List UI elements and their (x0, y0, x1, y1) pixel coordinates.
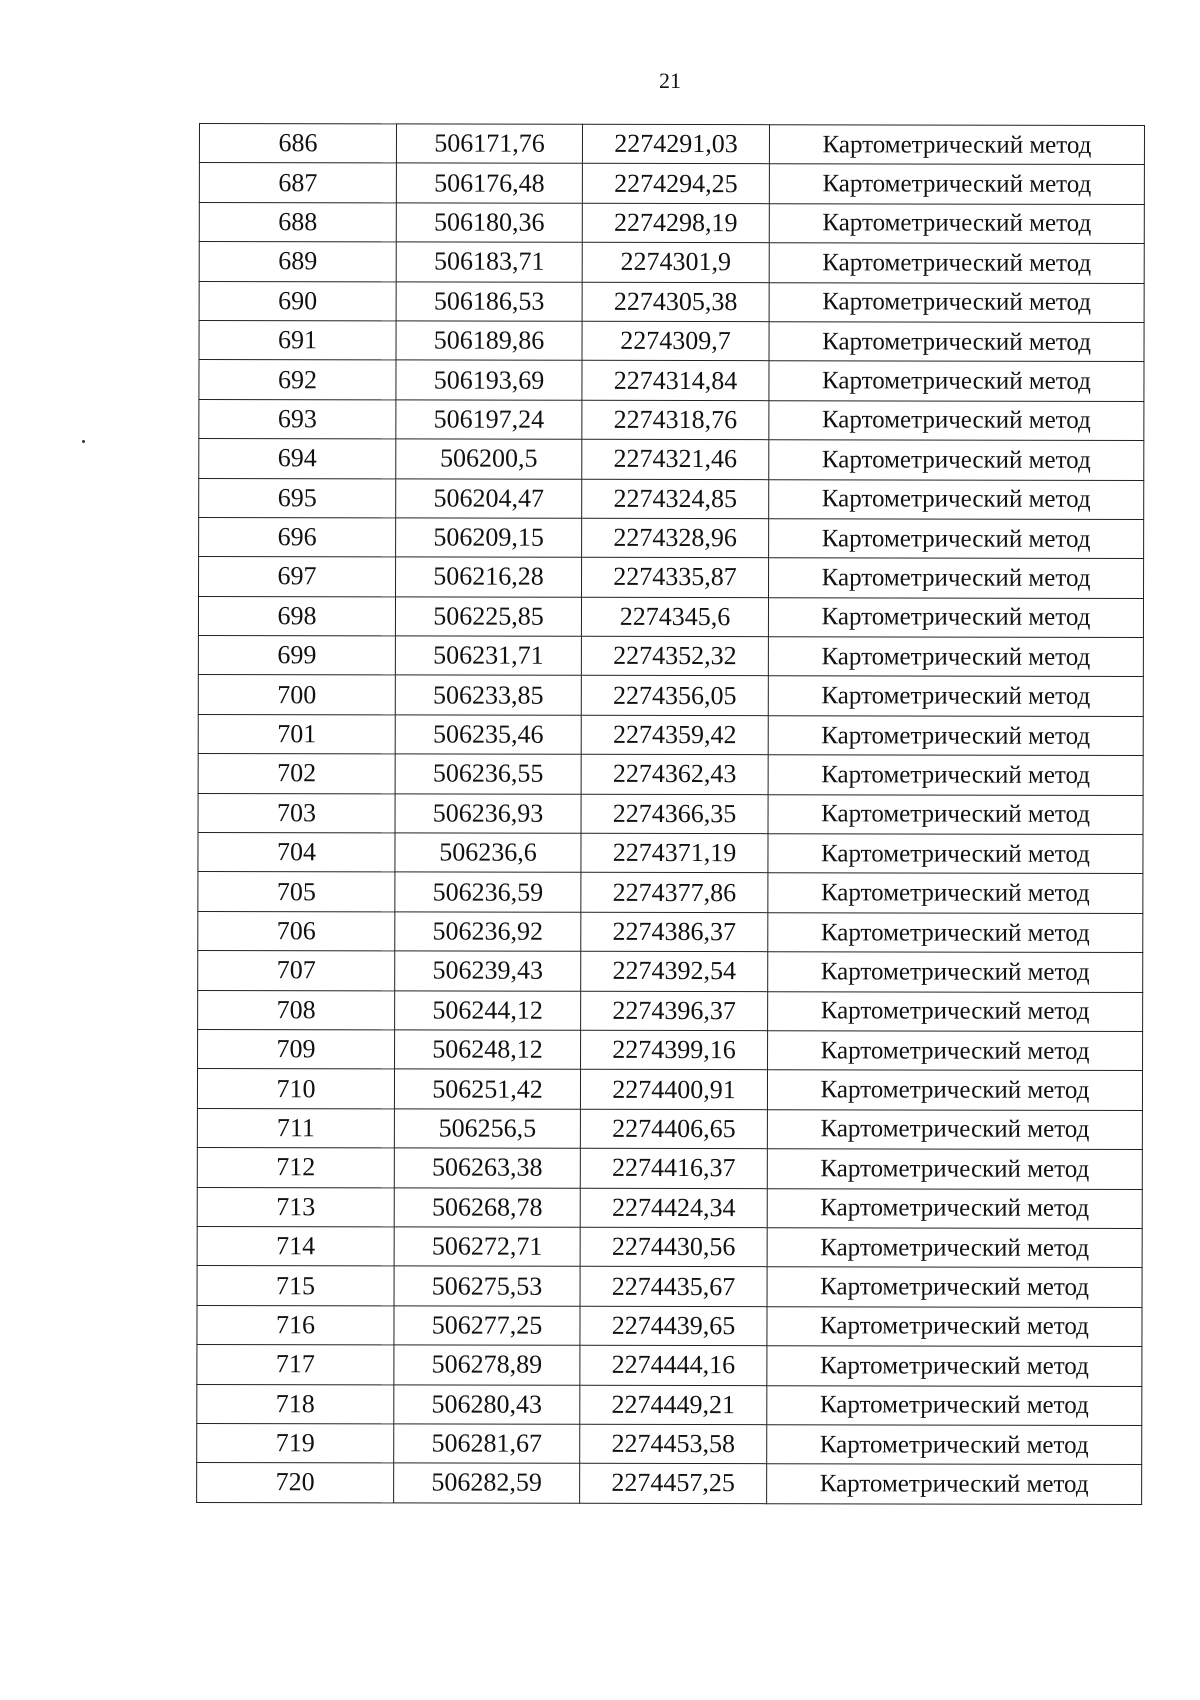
x-coordinate-cell: 506200,5 (396, 439, 582, 479)
point-number-cell: 706 (198, 911, 395, 951)
x-coordinate-cell: 506236,59 (395, 872, 581, 912)
y-coordinate-cell: 2274335,87 (582, 558, 769, 598)
table-row (199, 202, 1144, 243)
y-coordinate-cell: 2274439,65 (580, 1306, 767, 1346)
table-row (198, 714, 1143, 755)
y-coordinate-cell: 2274453,58 (580, 1424, 767, 1464)
point-number-cell: 709 (198, 1029, 395, 1069)
y-coordinate-cell: 2274356,05 (581, 676, 768, 716)
x-coordinate-cell: 506233,85 (395, 675, 581, 715)
point-number-cell: 687 (199, 163, 396, 203)
coordinates-table (196, 123, 1145, 1505)
table-row (198, 951, 1143, 992)
method-cell: Картометрический метод (768, 834, 1143, 874)
y-coordinate-cell: 2274457,25 (580, 1464, 767, 1504)
y-coordinate-cell: 2274298,19 (582, 203, 769, 243)
y-coordinate-cell: 2274324,85 (582, 479, 769, 519)
x-coordinate-cell: 506204,47 (396, 478, 582, 518)
table-row (199, 360, 1144, 401)
y-coordinate-cell: 2274449,21 (580, 1385, 767, 1425)
method-cell: Картометрический метод (768, 676, 1143, 716)
method-cell: Картометрический метод (769, 282, 1144, 322)
x-coordinate-cell: 506268,78 (394, 1187, 580, 1227)
table-row (197, 1187, 1142, 1228)
x-coordinate-cell: 506236,92 (395, 912, 581, 952)
x-coordinate-cell: 506236,6 (395, 833, 581, 873)
table-row (198, 793, 1143, 834)
x-coordinate-cell: 506180,36 (396, 203, 582, 243)
x-coordinate-cell: 506186,53 (396, 281, 582, 321)
table-row (197, 1463, 1142, 1504)
method-cell: Картометрический метод (768, 755, 1143, 795)
y-coordinate-cell: 2274309,7 (582, 321, 769, 361)
point-number-cell: 708 (198, 990, 395, 1030)
method-cell: Картометрический метод (768, 873, 1143, 913)
point-number-cell: 712 (197, 1148, 394, 1188)
method-cell: Картометрический метод (768, 637, 1143, 677)
y-coordinate-cell: 2274328,96 (582, 518, 769, 558)
x-coordinate-cell: 506209,15 (396, 518, 582, 558)
x-coordinate-cell: 506275,53 (394, 1266, 580, 1306)
x-coordinate-cell: 506278,89 (394, 1345, 580, 1385)
method-cell: Картометрический метод (767, 1267, 1142, 1307)
point-number-cell: 720 (197, 1463, 394, 1503)
table-row (199, 399, 1144, 440)
method-cell: Картометрический метод (767, 1228, 1142, 1268)
point-number-cell: 694 (199, 439, 396, 479)
table-row (198, 754, 1143, 795)
method-cell: Картометрический метод (769, 203, 1144, 243)
point-number-cell: 703 (198, 793, 395, 833)
method-cell: Картометрический метод (769, 479, 1144, 519)
point-number-cell: 686 (199, 124, 396, 164)
y-coordinate-cell: 2274305,38 (582, 282, 769, 322)
table-row (198, 911, 1143, 952)
method-cell: Картометрический метод (769, 243, 1144, 283)
x-coordinate-cell: 506281,67 (394, 1424, 580, 1464)
x-coordinate-cell: 506251,42 (394, 1069, 580, 1109)
point-number-cell: 692 (199, 360, 396, 400)
y-coordinate-cell: 2274424,34 (580, 1188, 767, 1228)
point-number-cell: 713 (197, 1187, 394, 1227)
y-coordinate-cell: 2274366,35 (581, 794, 768, 834)
x-coordinate-cell: 506280,43 (394, 1384, 580, 1424)
x-coordinate-cell: 506171,76 (396, 124, 582, 164)
table-row (197, 1266, 1142, 1307)
y-coordinate-cell: 2274359,42 (581, 715, 768, 755)
table-row (197, 1226, 1142, 1267)
x-coordinate-cell: 506239,43 (395, 951, 581, 991)
method-cell: Картометрический метод (768, 597, 1143, 637)
table-row (197, 1069, 1142, 1110)
method-cell: Картометрический метод (769, 322, 1144, 362)
y-coordinate-cell: 2274392,54 (581, 952, 768, 992)
method-cell: Картометрический метод (767, 1188, 1142, 1228)
method-cell: Картометрический метод (769, 519, 1144, 559)
y-coordinate-cell: 2274291,03 (582, 124, 769, 164)
x-coordinate-cell: 506193,69 (396, 360, 582, 400)
point-number-cell: 693 (199, 399, 396, 439)
x-coordinate-cell: 506235,46 (395, 715, 581, 755)
y-coordinate-cell: 2274321,46 (582, 439, 769, 479)
point-number-cell: 714 (197, 1226, 394, 1266)
y-coordinate-cell: 2274352,32 (581, 636, 768, 676)
method-cell: Картометрический метод (767, 1425, 1142, 1465)
point-number-cell: 699 (198, 636, 395, 676)
method-cell: Картометрический метод (769, 400, 1144, 440)
x-coordinate-cell: 506248,12 (395, 1030, 581, 1070)
y-coordinate-cell: 2274396,37 (581, 991, 768, 1031)
point-number-cell: 700 (198, 675, 395, 715)
method-cell: Картометрический метод (768, 991, 1143, 1031)
point-number-cell: 707 (198, 951, 395, 991)
method-cell: Картометрический метод (767, 1070, 1142, 1110)
method-cell: Картометрический метод (767, 1149, 1142, 1189)
table-row (198, 636, 1143, 677)
point-number-cell: 717 (197, 1345, 394, 1385)
table-row (199, 557, 1144, 598)
point-number-cell: 702 (198, 754, 395, 794)
x-coordinate-cell: 506197,24 (396, 400, 582, 440)
y-coordinate-cell: 2274362,43 (581, 755, 768, 795)
x-coordinate-cell: 506236,93 (395, 794, 581, 834)
table-row (199, 320, 1144, 361)
scan-artifact-dot (82, 440, 85, 443)
point-number-cell: 695 (199, 478, 396, 518)
y-coordinate-cell: 2274345,6 (581, 597, 768, 637)
x-coordinate-cell: 506216,28 (396, 557, 582, 597)
point-number-cell: 715 (197, 1266, 394, 1306)
point-number-cell: 705 (198, 872, 395, 912)
table-row (197, 1148, 1142, 1189)
x-coordinate-cell: 506244,12 (395, 991, 581, 1031)
method-cell: Картометрический метод (767, 1346, 1142, 1386)
point-number-cell: 716 (197, 1305, 394, 1345)
method-cell: Картометрический метод (769, 440, 1144, 480)
method-cell: Картометрический метод (769, 361, 1144, 401)
point-number-cell: 690 (199, 281, 396, 321)
y-coordinate-cell: 2274400,91 (580, 1070, 767, 1110)
x-coordinate-cell: 506189,86 (396, 321, 582, 361)
table-row (199, 163, 1144, 204)
method-cell: Картометрический метод (769, 164, 1144, 204)
y-coordinate-cell: 2274386,37 (581, 912, 768, 952)
table-row (198, 596, 1143, 637)
table-row (199, 281, 1144, 322)
y-coordinate-cell: 2274430,56 (580, 1227, 767, 1267)
table-row (198, 833, 1143, 874)
x-coordinate-cell: 506236,55 (395, 754, 581, 794)
x-coordinate-cell: 506183,71 (396, 242, 582, 282)
table-row (198, 1029, 1143, 1070)
x-coordinate-cell: 506231,71 (395, 636, 581, 676)
point-number-cell: 719 (197, 1423, 394, 1463)
table-row (199, 124, 1144, 165)
point-number-cell: 696 (199, 517, 396, 557)
x-coordinate-cell: 506225,85 (395, 597, 581, 637)
x-coordinate-cell: 506176,48 (396, 163, 582, 203)
point-number-cell: 704 (198, 833, 395, 873)
point-number-cell: 701 (198, 714, 395, 754)
table-row (197, 1305, 1142, 1346)
x-coordinate-cell: 506263,38 (394, 1148, 580, 1188)
table-row (197, 1108, 1142, 1149)
method-cell: Картометрический метод (767, 1109, 1142, 1149)
page-number: 21 (659, 68, 681, 93)
coordinates-table-body (197, 124, 1145, 1505)
table-row (197, 1423, 1142, 1464)
method-cell: Картометрический метод (768, 794, 1143, 834)
table-row (197, 1384, 1142, 1425)
table-row (198, 990, 1143, 1031)
x-coordinate-cell: 506256,5 (394, 1109, 580, 1149)
x-coordinate-cell: 506282,59 (394, 1463, 580, 1503)
table-row (198, 675, 1143, 716)
y-coordinate-cell: 2274435,67 (580, 1267, 767, 1307)
table-row (199, 242, 1144, 283)
table-row (199, 439, 1144, 480)
y-coordinate-cell: 2274314,84 (582, 361, 769, 401)
y-coordinate-cell: 2274406,65 (580, 1109, 767, 1149)
y-coordinate-cell: 2274416,37 (580, 1148, 767, 1188)
point-number-cell: 689 (199, 242, 396, 282)
y-coordinate-cell: 2274377,86 (581, 873, 768, 913)
x-coordinate-cell: 506272,71 (394, 1227, 580, 1267)
method-cell: Картометрический метод (767, 1306, 1142, 1346)
method-cell: Картометрический метод (768, 952, 1143, 992)
table-row (199, 517, 1144, 558)
x-coordinate-cell: 506277,25 (394, 1306, 580, 1346)
table-row (197, 1345, 1142, 1386)
y-coordinate-cell: 2274301,9 (582, 242, 769, 282)
y-coordinate-cell: 2274294,25 (582, 164, 769, 204)
table-row (198, 872, 1143, 913)
point-number-cell: 711 (197, 1108, 394, 1148)
point-number-cell: 697 (199, 557, 396, 597)
method-cell: Картометрический метод (769, 558, 1144, 598)
method-cell: Картометрический метод (767, 1385, 1142, 1425)
point-number-cell: 718 (197, 1384, 394, 1424)
y-coordinate-cell: 2274371,19 (581, 833, 768, 873)
method-cell: Картометрический метод (769, 125, 1144, 165)
y-coordinate-cell: 2274399,16 (581, 1030, 768, 1070)
point-number-cell: 688 (199, 202, 396, 242)
method-cell: Картометрический метод (767, 1464, 1142, 1504)
point-number-cell: 691 (199, 320, 396, 360)
y-coordinate-cell: 2274444,16 (580, 1345, 767, 1385)
point-number-cell: 698 (198, 596, 395, 636)
point-number-cell: 710 (197, 1069, 394, 1109)
table-row (199, 478, 1144, 519)
method-cell: Картометрический метод (768, 1031, 1143, 1071)
y-coordinate-cell: 2274318,76 (582, 400, 769, 440)
method-cell: Картометрический метод (768, 716, 1143, 756)
method-cell: Картометрический метод (768, 913, 1143, 953)
